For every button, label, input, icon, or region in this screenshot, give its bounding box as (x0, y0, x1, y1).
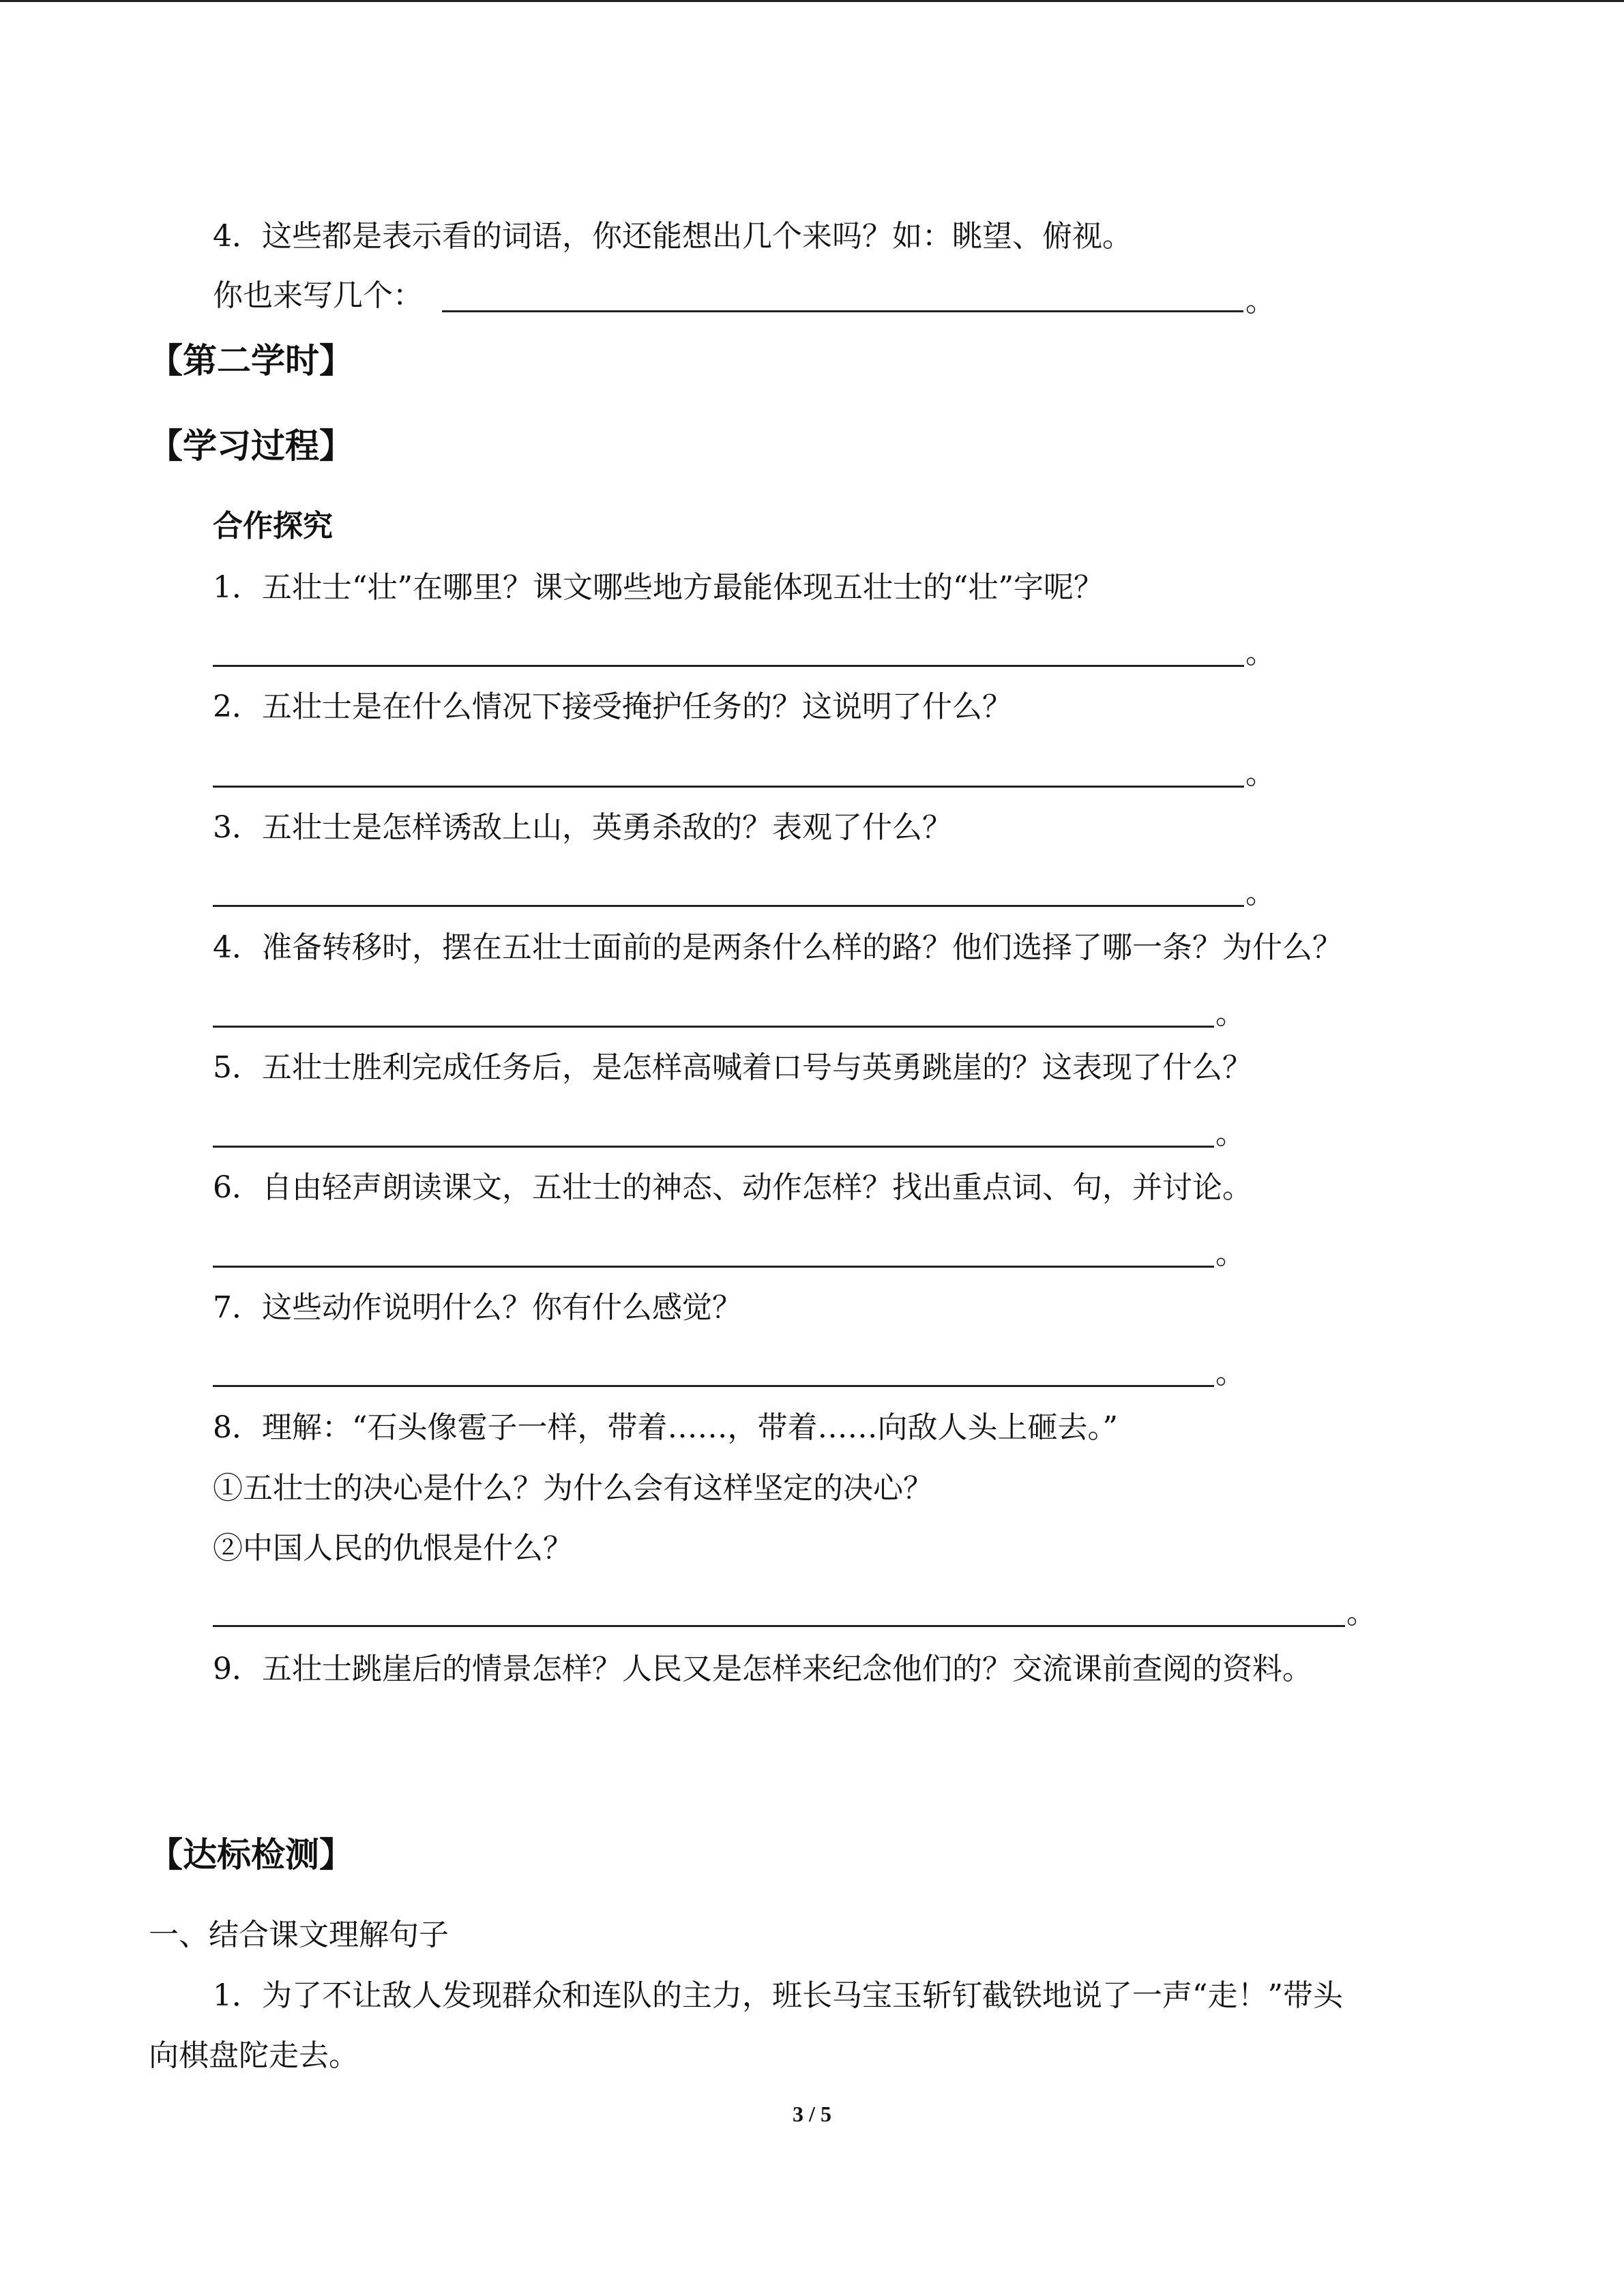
question-8-sub-2: ②中国人民的仇恨是什么？ (213, 1531, 573, 1566)
question-8-sub-1: ①五壮士的决心是什么？为什么会有这样坚定的决心？ (213, 1471, 933, 1506)
period-mark: 。 (1245, 876, 1275, 910)
assessment-item1-line2: 向棋盘陀走去。 (149, 2038, 359, 2073)
answer-blank-3[interactable] (213, 905, 1244, 907)
question-4-look-words: 4．这些都是表示看的词语，你还能想出几个来吗？如：眺望、俯视。 (213, 219, 1132, 254)
question-1: 1．五壮士“壮”在哪里？课文哪些地方最能体现五壮士的“壮”字呢？ (213, 570, 1104, 605)
heading-learning-process: 【学习过程】 (149, 426, 353, 466)
period-mark: 。 (1346, 1596, 1376, 1630)
period-mark: 。 (1215, 1236, 1245, 1271)
question-6: 6．自由轻声朗读课文，五壮士的神态、动作怎样？找出重点词、句，并讨论。 (213, 1170, 1252, 1205)
answer-blank-4[interactable] (213, 1026, 1214, 1028)
page-number: 3 / 5 (793, 2102, 831, 2126)
answer-blank-1[interactable] (213, 665, 1244, 667)
question-5: 5．五壮士胜利完成任务后，是怎样高喊着口号与英勇跳崖的？这表现了什么？ (213, 1050, 1252, 1085)
period-mark: 。 (1245, 756, 1275, 791)
question-8: 8．理解：“石头像雹子一样，带着……，带着……向敌人头上砸去。” (213, 1410, 1118, 1445)
heading-assessment: 【达标检测】 (149, 1835, 353, 1875)
heading-second-period: 【第二学时】 (149, 341, 353, 381)
period-mark: 。 (1215, 996, 1245, 1031)
answer-blank-2[interactable] (213, 786, 1244, 788)
period-mark: 。 (1215, 1356, 1245, 1390)
assessment-part1-title: 一、结合课文理解句子 (149, 1918, 449, 1952)
write-prompt: 你也来写几个： (213, 278, 423, 313)
page-top-border (0, 0, 1624, 2)
answer-blank-6[interactable] (213, 1266, 1214, 1268)
answer-blank-5[interactable] (213, 1146, 1214, 1148)
period-mark: 。 (1215, 1116, 1245, 1151)
answer-blank-7[interactable] (213, 1385, 1214, 1387)
question-3: 3．五壮士是怎样诱敌上山，英勇杀敌的？表观了什么？ (213, 810, 952, 845)
question-9: 9．五壮士跳崖后的情景怎样？人民又是怎样来纪念他们的？交流课前查阅的资料。 (213, 1652, 1312, 1686)
answer-blank-words[interactable] (442, 310, 1243, 312)
period-mark: 。 (1245, 284, 1275, 318)
period-mark: 。 (1245, 636, 1275, 670)
question-2: 2．五壮士是在什么情况下接受掩护任务的？这说明了什么？ (213, 689, 1012, 724)
subheading-cooperation: 合作探究 (213, 509, 333, 543)
assessment-item1-line1: 1．为了不让敌人发现群众和连队的主力，班长马宝玉斩钉截铁地说了一声“走！”带头 (213, 1978, 1343, 2013)
question-4: 4．准备转移时，摆在五壮士面前的是两条什么样的路？他们选择了哪一条？为什么？ (213, 930, 1342, 965)
question-7: 7．这些动作说明什么？你有什么感觉？ (213, 1290, 742, 1325)
answer-blank-8[interactable] (213, 1625, 1345, 1627)
